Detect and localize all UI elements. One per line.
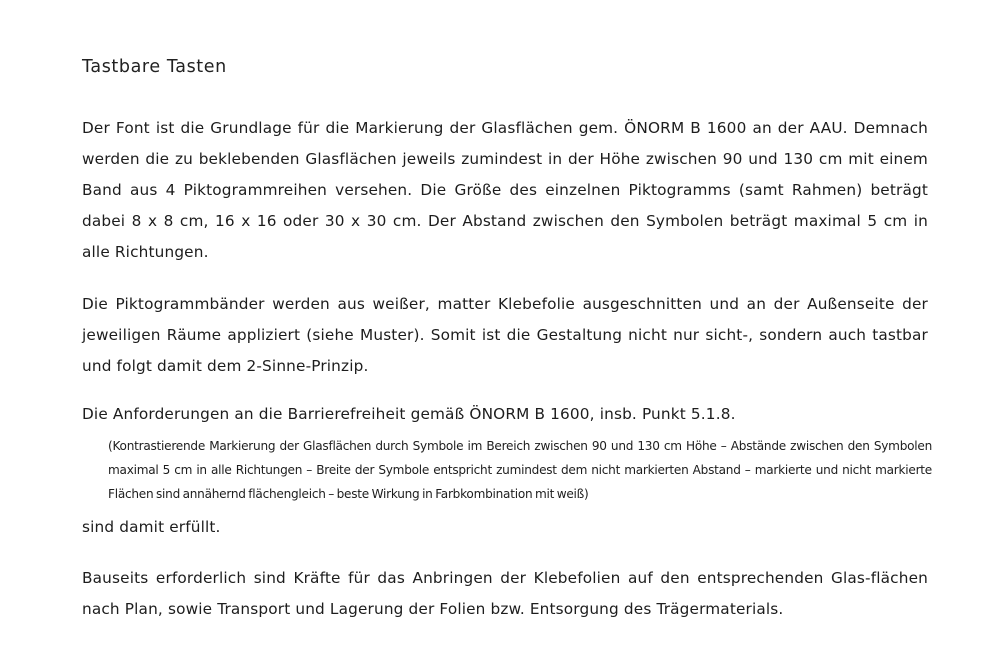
paragraph-piktogrammbaender: Die Piktogrammbänder werden aus weißer, matter Klebefolie ausgeschnitten und an der Außenseite der jeweiligen Räume appliziert (siehe Muster). Somit ist die Gestaltung nicht nur sicht-, sondern auch tastbar und folgt damit dem 2-Sinne-Prinzip. bbox=[82, 294, 928, 375]
page-title: Tastbare Tasten bbox=[82, 57, 227, 77]
paragraph-erfuellt: sind damit erfüllt. bbox=[82, 517, 221, 536]
paragraph-bauseits: Bauseits erforderlich sind Kräfte für das Anbringen der Klebefolien auf den entsprechenden Glas-flächen nach Plan, sowie Transport und Lagerung der Folien bzw. Entsorgung des Trägermaterials. bbox=[82, 568, 928, 618]
paragraph-intro: Der Font ist die Grundlage für die Markierung der Glasflächen gem. ÖNORM B 1600 an der AAU. Demnach werden die zu beklebenden Glasflächen jeweils zumindest in der Höhe zwischen 90 und 130 cm mit einem Band aus 4 Piktogrammreihen versehen. Die Größe des einzelnen Piktogramms (samt Rahmen) beträgt dabei 8 x 8 cm, 16 x 16 oder 30 x 30 cm. Der Abstand zwischen den Symbolen beträgt maximal 5 cm in alle Richtungen. bbox=[82, 118, 928, 261]
paragraph-anforderungen: Die Anforderungen an die Barrierefreiheit gemäß ÖNORM B 1600, insb. Punkt 5.1.8. bbox=[82, 404, 736, 423]
paragraph-norm-details: (Kontrastierende Markierung der Glasflächen durch Symbole im Bereich zwischen 90 und 130 cm Höhe – Abstände zwischen den Symbolen maximal 5 cm in alle Richtungen – Breite der Symbole entspricht zumindest dem nicht markierten Abstand – markierte und nicht markierte Flächen sind annähernd flächengleich – beste Wirkung in Farbkombination mit weiß) bbox=[108, 438, 932, 501]
